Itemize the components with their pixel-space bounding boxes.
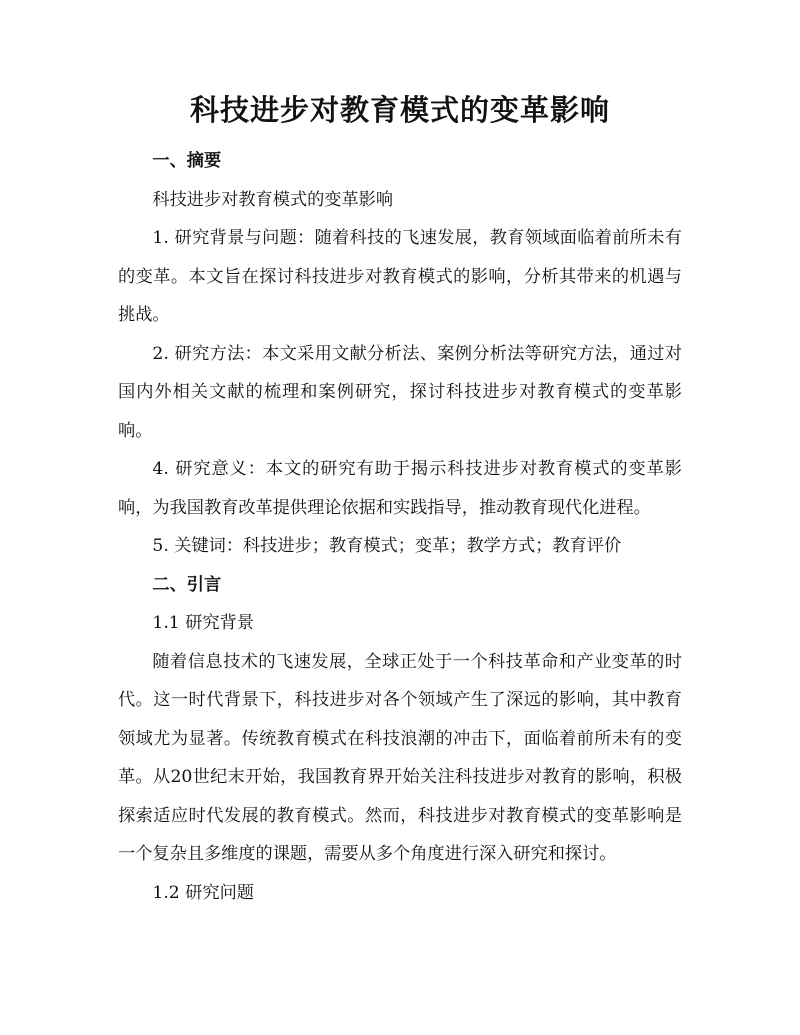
abstract-item-keywords: 5. 关键词：科技进步；教育模式；变革；教学方式；教育评价 [152,536,622,556]
document-body [118,142,682,912]
abstract-item-significance: 4. 研究意义：本文的研究有助于揭示科技进步对教育模式的变革影响，为我国教育改革提供理论依据和实践指导，推动教育现代化进程。 [118,459,682,518]
abstract-subtitle: 科技进步对教育模式的变革影响 [152,189,394,210]
paragraph-background: 随着信息技术的飞速发展，全球正处于一个科技革命和产业变革的时代。这一时代背景下，科技进步对各个领域产生了深远的影响，其中教育领域尤为显著。传统教育模式在科技浪潮的冲击下，面临着前所未有的变革。从20世纪末开始，我国教育界开始关注科技进步对教育的影响，积极探索适应时代发展的教育模式。然而，科技进步对教育模式的变革影响是一个复杂且多维度的课题，需要从多个角度进行深入研究和探讨。 [118,651,682,864]
subsection-heading-questions: 1.2 研究问题 [152,882,254,903]
abstract-item-background: 1. 研究背景与问题：随着科技的飞速发展，教育领域面临着前所未有的变革。本文旨在探讨科技进步对教育模式的影响，分析其带来的机遇与挑战。 [118,228,682,325]
abstract-item-method: 2. 研究方法：本文采用文献分析法、案例分析法等研究方法，通过对国内外相关文献的梳理和案例研究，探讨科技进步对教育模式的变革影响。 [118,343,682,441]
section-heading-abstract: 一、摘要 [152,151,222,171]
section-heading-introduction: 二、引言 [152,574,222,595]
subsection-heading-background: 1.1 研究背景 [152,613,254,633]
document-title: 科技进步对教育模式的变革影响 [189,93,610,127]
